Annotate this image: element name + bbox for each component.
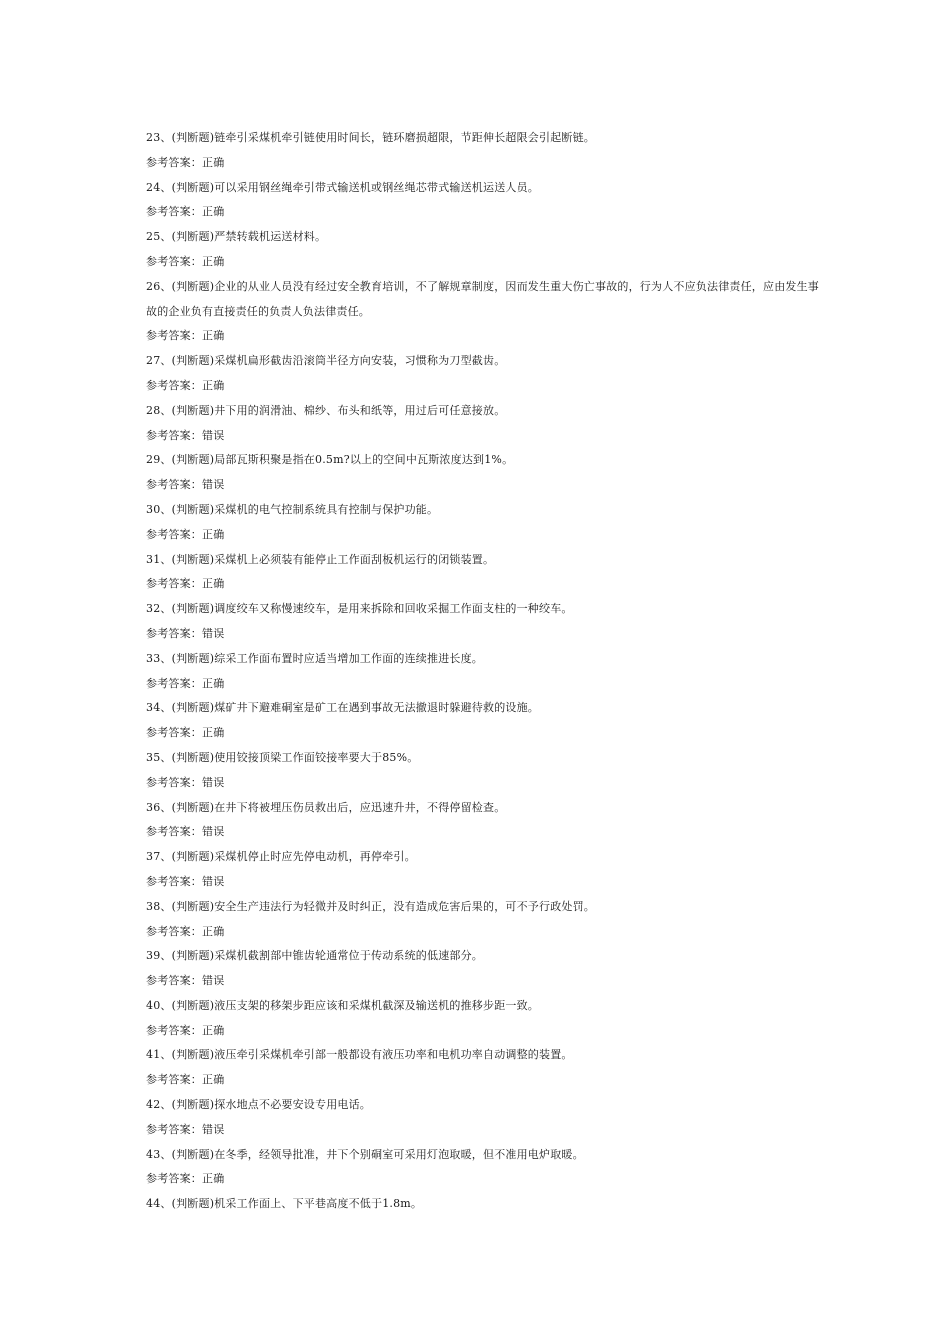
question-type: (判断题): [171, 949, 215, 963]
question-type: (判断题): [171, 998, 215, 1012]
answer-line: [146, 672, 826, 697]
question-type: (判断题): [171, 1098, 215, 1112]
question-separator: 、: [160, 131, 172, 144]
answer-line: [146, 523, 826, 548]
question-item: [146, 548, 826, 573]
answer-value: 正确: [202, 924, 225, 938]
question-number: 34: [146, 701, 161, 715]
question-number: 24: [146, 180, 161, 194]
question-text: 采煤机扁形截齿沿滚筒半径方向安装，习惯称为刀型截齿。: [214, 354, 506, 368]
answer-line: [146, 820, 826, 845]
answer-label: 参考答案：: [146, 974, 202, 988]
answer-line: [146, 1118, 826, 1143]
answer-label: 参考答案：: [146, 924, 202, 938]
question-text: 液压支架的移架步距应该和采煤机截深及输送机的推移步距一致。: [214, 998, 540, 1012]
question-separator: 、: [160, 453, 172, 467]
answer-label: 参考答案：: [146, 577, 202, 591]
question-separator: 、: [160, 602, 172, 616]
answer-line: [146, 969, 826, 994]
question-separator: 、: [160, 1147, 172, 1161]
answer-line: [146, 1068, 826, 1093]
question-number: 36: [146, 800, 161, 814]
answer-line: [146, 250, 826, 275]
question-separator: 、: [160, 552, 172, 566]
answer-label: 参考答案：: [146, 254, 202, 268]
answer-line: [146, 771, 826, 796]
question-number: 40: [146, 998, 161, 1012]
question-type: (判断题): [171, 279, 215, 293]
answer-label: 参考答案：: [146, 428, 202, 442]
question-separator: 、: [160, 899, 172, 913]
answer-value: 正确: [202, 577, 225, 591]
question-text: 局部瓦斯积聚是指在0.5m?以上的空间中瓦斯浓度达到1%。: [214, 453, 514, 467]
question-type: (判断题): [171, 354, 215, 368]
question-number: 35: [146, 750, 161, 764]
question-separator: 、: [160, 1098, 172, 1112]
question-number: 44: [146, 1197, 161, 1211]
question-item: [146, 944, 826, 969]
answer-label: 参考答案：: [146, 155, 202, 169]
answer-line: [146, 572, 826, 597]
question-separator: 、: [160, 949, 172, 963]
question-number: 41: [146, 1048, 161, 1062]
question-number: 29: [146, 453, 161, 467]
answer-value: 正确: [202, 1073, 225, 1087]
question-text: 井下用的润滑油、棉纱、布头和纸等，用过后可任意接放。: [214, 403, 506, 417]
question-number: 32: [146, 602, 161, 616]
question-text: 煤矿井下避难硐室是矿工在遇到事故无法撤退时躲避待救的设施。: [214, 701, 540, 715]
question-text: 采煤机停止时应先停电动机，再停牵引。: [214, 850, 416, 864]
question-text: 调度绞车又称慢速绞车，是用来拆除和回收采掘工作面支柱的一种绞车。: [214, 602, 573, 616]
question-item: [146, 349, 826, 374]
answer-value: 正确: [202, 1023, 225, 1037]
question-text: 采煤机截割部中锥齿轮通常位于传动系统的低速部分。: [214, 949, 484, 963]
question-separator: 、: [160, 354, 172, 368]
answer-label: 参考答案：: [146, 676, 202, 690]
question-type: (判断题): [171, 131, 215, 144]
question-separator: 、: [160, 998, 172, 1012]
question-type: (判断题): [171, 1197, 215, 1211]
answer-label: 参考答案：: [146, 874, 202, 888]
question-text: 采煤机的电气控制系统具有控制与保护功能。: [214, 502, 439, 516]
answer-value: 正确: [202, 329, 225, 343]
question-separator: 、: [160, 279, 172, 293]
question-type: (判断题): [171, 1147, 215, 1161]
question-item: [146, 225, 826, 250]
question-number: 33: [146, 651, 161, 665]
question-separator: 、: [160, 701, 172, 715]
answer-label: 参考答案：: [146, 825, 202, 839]
answer-label: 参考答案：: [146, 1122, 202, 1136]
answer-line: [146, 374, 826, 399]
question-type: (判断题): [171, 180, 215, 194]
question-item: [146, 845, 826, 870]
question-separator: 、: [160, 850, 172, 864]
answer-value: 错误: [202, 428, 225, 442]
question-number: 27: [146, 354, 161, 368]
question-separator: 、: [160, 750, 172, 764]
question-item: [146, 498, 826, 523]
answer-line: [146, 324, 826, 349]
question-text: 可以采用钢丝绳牵引带式输送机或钢丝绳芯带式输送机运送人员。: [214, 180, 540, 194]
question-text: 企业的从业人员没有经过安全教育培训，不了解规章制度，因而发生重大伤亡事故的，行为人不应负法律责任，应由发生事故的企业负有直接责任的负责人负法律责任。: [146, 279, 819, 318]
question-item: [146, 399, 826, 424]
question-separator: 、: [160, 800, 172, 814]
answer-value: 错误: [202, 626, 225, 640]
question-list: [146, 126, 826, 1217]
question-type: (判断题): [171, 552, 215, 566]
question-item: [146, 448, 826, 473]
question-type: (判断题): [171, 502, 215, 516]
question-type: (判断题): [171, 750, 215, 764]
question-type: (判断题): [171, 453, 215, 467]
question-number: 38: [146, 899, 161, 913]
question-text: 液压牵引采煤机牵引部一般都设有液压功率和电机功率自动调整的装置。: [214, 1048, 573, 1062]
answer-line: [146, 424, 826, 449]
answer-label: 参考答案：: [146, 478, 202, 492]
answer-value: 正确: [202, 378, 225, 392]
question-text: 链牵引采煤机牵引链使用时间长，链环磨损超限，节距伸长超限会引起断链。: [214, 131, 596, 144]
answer-line: [146, 721, 826, 746]
question-item: [146, 126, 826, 151]
answer-label: 参考答案：: [146, 1172, 202, 1186]
question-text: 使用铰接顶梁工作面铰接率要大于85%。: [214, 750, 419, 764]
answer-label: 参考答案：: [146, 1073, 202, 1087]
answer-line: [146, 200, 826, 225]
question-number: 25: [146, 230, 161, 244]
question-text: 综采工作面布置时应适当增加工作面的连续推进长度。: [214, 651, 484, 665]
question-number: 39: [146, 949, 161, 963]
answer-label: 参考答案：: [146, 775, 202, 789]
answer-value: 正确: [202, 254, 225, 268]
question-text: 机采工作面上、下平巷高度不低于1.8m。: [214, 1197, 423, 1211]
question-item: [146, 176, 826, 201]
answer-line: [146, 151, 826, 176]
answer-value: 错误: [202, 974, 225, 988]
question-number: 28: [146, 403, 161, 417]
answer-value: 正确: [202, 527, 225, 541]
answer-label: 参考答案：: [146, 527, 202, 541]
question-type: (判断题): [171, 899, 215, 913]
answer-line: [146, 473, 826, 498]
answer-value: 错误: [202, 825, 225, 839]
answer-value: 正确: [202, 676, 225, 690]
question-item: [146, 275, 826, 325]
answer-value: 错误: [202, 1122, 225, 1136]
answer-value: 正确: [202, 155, 225, 169]
answer-line: [146, 870, 826, 895]
answer-line: [146, 1019, 826, 1044]
answer-value: 错误: [202, 478, 225, 492]
question-item: [146, 696, 826, 721]
answer-label: 参考答案：: [146, 726, 202, 740]
question-text: 在冬季，经领导批准，井下个别硐室可采用灯泡取暖，但不准用电炉取暖。: [214, 1147, 584, 1161]
answer-value: 正确: [202, 1172, 225, 1186]
question-number: 23: [146, 131, 161, 144]
question-item: [146, 1143, 826, 1168]
question-separator: 、: [160, 403, 172, 417]
question-item: [146, 994, 826, 1019]
question-separator: 、: [160, 1048, 172, 1062]
question-separator: 、: [160, 230, 172, 244]
answer-value: 错误: [202, 775, 225, 789]
question-type: (判断题): [171, 403, 215, 417]
question-number: 42: [146, 1098, 161, 1112]
question-type: (判断题): [171, 701, 215, 715]
question-item: [146, 1192, 826, 1217]
answer-label: 参考答案：: [146, 378, 202, 392]
question-type: (判断题): [171, 651, 215, 665]
question-number: 26: [146, 279, 161, 293]
question-number: 30: [146, 502, 161, 516]
answer-line: [146, 622, 826, 647]
question-item: [146, 1093, 826, 1118]
question-number: 37: [146, 850, 161, 864]
answer-label: 参考答案：: [146, 626, 202, 640]
question-item: [146, 895, 826, 920]
answer-line: [146, 920, 826, 945]
answer-label: 参考答案：: [146, 1023, 202, 1037]
question-text: 严禁转载机运送材料。: [214, 230, 327, 244]
question-number: 31: [146, 552, 161, 566]
question-type: (判断题): [171, 800, 215, 814]
question-type: (判断题): [171, 850, 215, 864]
question-text: 探水地点不必要安设专用电话。: [214, 1098, 372, 1112]
answer-label: 参考答案：: [146, 329, 202, 343]
question-item: [146, 746, 826, 771]
question-number: 43: [146, 1147, 161, 1161]
answer-line: [146, 1167, 826, 1192]
question-item: [146, 597, 826, 622]
question-separator: 、: [160, 502, 172, 516]
question-text: 在井下将被埋压伤员救出后，应迅速升井，不得停留检查。: [214, 800, 506, 814]
answer-value: 正确: [202, 205, 225, 219]
answer-value: 正确: [202, 726, 225, 740]
question-separator: 、: [160, 651, 172, 665]
answer-label: 参考答案：: [146, 205, 202, 219]
question-type: (判断题): [171, 230, 215, 244]
question-item: [146, 796, 826, 821]
question-type: (判断题): [171, 1048, 215, 1062]
question-type: (判断题): [171, 602, 215, 616]
question-text: 安全生产违法行为轻微并及时纠正，没有造成危害后果的，可不予行政处罚。: [214, 899, 596, 913]
question-item: [146, 647, 826, 672]
question-separator: 、: [160, 1197, 172, 1211]
answer-value: 错误: [202, 874, 225, 888]
question-separator: 、: [160, 180, 172, 194]
question-item: [146, 1043, 826, 1068]
question-text: 采煤机上必须装有能停止工作面刮板机运行的闭锁装置。: [214, 552, 495, 566]
